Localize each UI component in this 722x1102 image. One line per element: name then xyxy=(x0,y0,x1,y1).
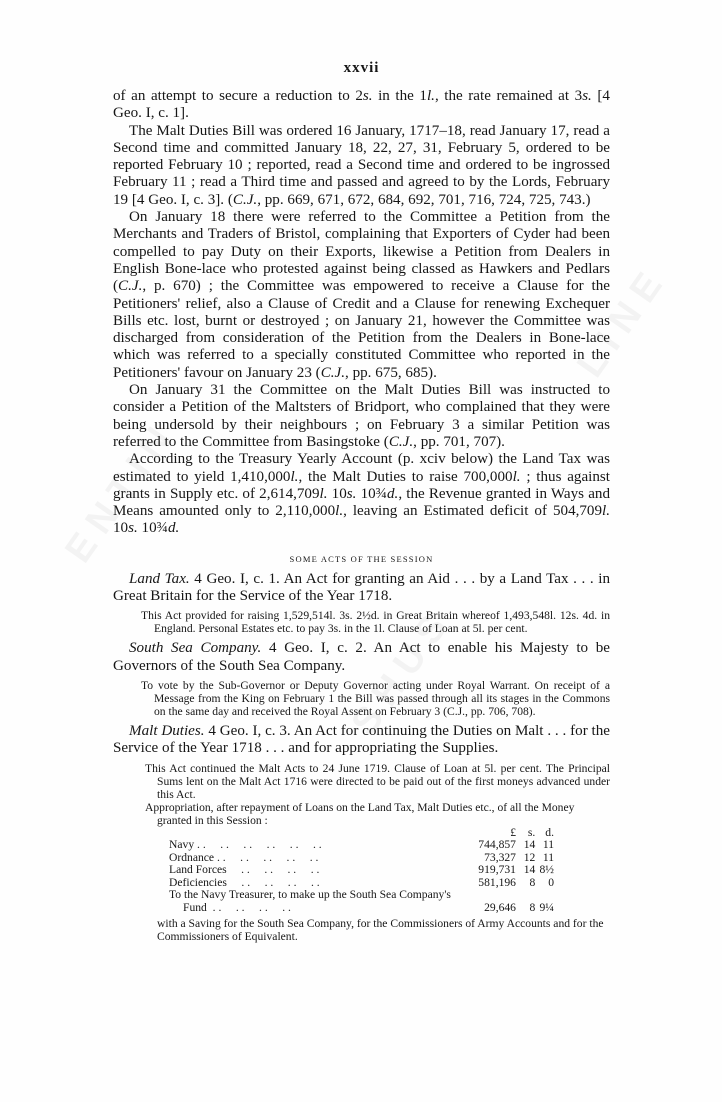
table-row xyxy=(169,877,554,890)
row-dots: . . . . . . . . xyxy=(206,901,291,915)
row-shillings: 8 xyxy=(529,901,536,915)
row-label: To the Navy Treasurer, to make up the South Sea Company's Fund xyxy=(169,889,451,915)
act-title: South Sea Company. xyxy=(129,640,262,657)
row-shillings: 14 xyxy=(523,863,536,877)
row-pence: 9¼ xyxy=(539,901,554,915)
appropriation-intro-text: Appropriation, after repayment of Loans on the Land Tax, Malt Duties etc., of all the Money granted in this Session : xyxy=(145,800,575,827)
row-pounds: 744,857 xyxy=(478,838,516,852)
act-note-south-sea: To vote by the Sub-Governor or Deputy Governor acting under Royal Warrant. On receipt of a Message from the King on February 1 the Bill was passed through all its stages in the Commons on the same day and received the Royal Assent on February 3 (C.J., pp. 706, 708). xyxy=(141,678,610,718)
act-south-sea xyxy=(113,640,610,675)
currency-pence: d. xyxy=(545,825,554,839)
act-note-malt-duties: This Act continued the Malt Acts to 24 June 1719. Clause of Loan at 5l. per cent. The Principal Sums lent on the Malt Act 1716 were directed to be paid out of the first moneys advanced under this Act. xyxy=(145,761,610,801)
act-note-land-tax: This Act provided for raising 1,529,514l. 3s. 2½d. in Great Britain whereof 1,493,548l. 12s. 4d. in England. Personal Estates etc. to pay 3s. in the 1l. Clause of Loan at 5l. per cent. xyxy=(141,609,610,636)
row-pounds: 581,196 xyxy=(478,875,516,889)
appropriation-intro xyxy=(145,801,610,827)
paragraph-3: On January 18 there were referred to the Committee a Petition from the Merchants and Traders of Bristol, complaining that Exporters of Cyder had been compelled to pay Duty on their Exports, likewise a Petition from Dealers in English Bone-lace who protested against being classed as Hawkers and Pedlars (C.J., p. 670) ; the Committee was empowered to receive a Clause for the Petitioners' relief, also a Clause of Credit and a Clause for renewing Exchequer Bills etc. lost, burnt or destroyed ; on January 21, however the Committee was discharged from consideration of the Petition from the Dealers in Bone-lace which was referred to a specially constituted Committee who reported in the Petitioners' favour on January 23 (C.J., pp. 675, 685). xyxy=(113,209,610,381)
row-dots: . . . . . . . . xyxy=(226,864,320,877)
appropriation-table xyxy=(169,827,554,915)
row-pounds: 29,646 xyxy=(484,901,516,915)
row-shillings: 12 xyxy=(523,850,536,864)
table-row xyxy=(169,889,554,914)
act-title: Land Tax. xyxy=(129,570,190,587)
row-shillings: 14 xyxy=(523,838,536,852)
row-label: Navy xyxy=(169,839,195,852)
act-title: Malt Duties. xyxy=(129,722,205,739)
row-pence: 8½ xyxy=(539,863,554,877)
row-shillings: 8 xyxy=(529,875,536,889)
currency-shillings: s. xyxy=(527,825,536,839)
row-pence: 0 xyxy=(548,875,554,889)
act-text: 4 Geo. I, c. 2. An Act to enable his Majesty to be Governors of the South Sea Company. xyxy=(113,640,610,674)
table-row xyxy=(169,839,554,852)
row-pence: 11 xyxy=(542,850,554,864)
act-land-tax xyxy=(113,571,610,606)
paragraph-5: According to the Treasury Yearly Account (p. xciv below) the Land Tax was estimated to yield 1,410,000l., the Malt Duties to raise 700,000l. ; thus against grants in Supply etc. of 2,614,709l. 10s. 10¾d., the Revenue granted in Ways and Means amounted only to 2,110,000l., leaving an Estimated deficit of 504,709l. 10s. 10¾d. xyxy=(113,451,610,537)
currency-pounds: £ xyxy=(510,825,516,839)
act-text: 4 Geo. I, c. 3. An Act for continuing the Duties on Malt . . . for the Service of the Year 1718 . . . and for appropriating the Supplies. xyxy=(113,722,610,757)
row-label: Land Forces xyxy=(169,864,227,877)
section-heading: SOME ACTS OF THE SESSION xyxy=(289,553,434,564)
row-pounds: 73,327 xyxy=(484,850,516,864)
page-number: xxvii xyxy=(343,60,380,76)
row-dots: . . . . . . . . . . . . xyxy=(194,839,322,852)
paragraph-4: On January 31 the Committee on the Malt Duties Bill was instructed to consider a Petition of the Maltsters of Bridport, who complained that they were being undersold by their neighbours ; on February 3 a similar Petition was referred to the Committee from Basingstoke (C.J., pp. 701, 707). xyxy=(113,382,610,450)
row-label: Ordnance xyxy=(169,851,215,864)
row-label: Deficiencies xyxy=(169,876,227,889)
act-malt-duties xyxy=(113,723,610,758)
document-page xyxy=(113,60,610,943)
table-row xyxy=(169,864,554,877)
row-dots: . . . . . . . . xyxy=(226,876,320,889)
appropriation-closing: with a Saving for the South Sea Company, for the Commissioners of Army Accounts and for the Commissioners of Equivalent. xyxy=(157,916,604,943)
paragraph-2: The Malt Duties Bill was ordered 16 January, 1717–18, read January 17, read a Second time and committed January 18, 22, 27, 31, February 5, ordered to be reported February 10 ; reported, read a Second time and ordered to be ingrossed February 11 ; read a Third time and passed and agreed to by the Lords, February 19 [4 Geo. I, c. 3]. (C.J., pp. 669, 671, 672, 684, 692, 701, 716, 724, 725, 743.) xyxy=(113,122,610,208)
row-pounds: 919,731 xyxy=(478,863,516,877)
act-text: 4 Geo. I, c. 1. An Act for granting an Aid . . . by a Land Tax . . . in Great Britain for the Service of the Year 1718. xyxy=(113,570,610,605)
row-dots: . . . . . . . . . . xyxy=(214,851,319,864)
row-pence: 11 xyxy=(542,838,554,852)
paragraph-1: of an attempt to secure a reduction to 2s. in the 1l., the rate remained at 3s. [4 Geo. I, c. 1]. xyxy=(113,88,610,122)
